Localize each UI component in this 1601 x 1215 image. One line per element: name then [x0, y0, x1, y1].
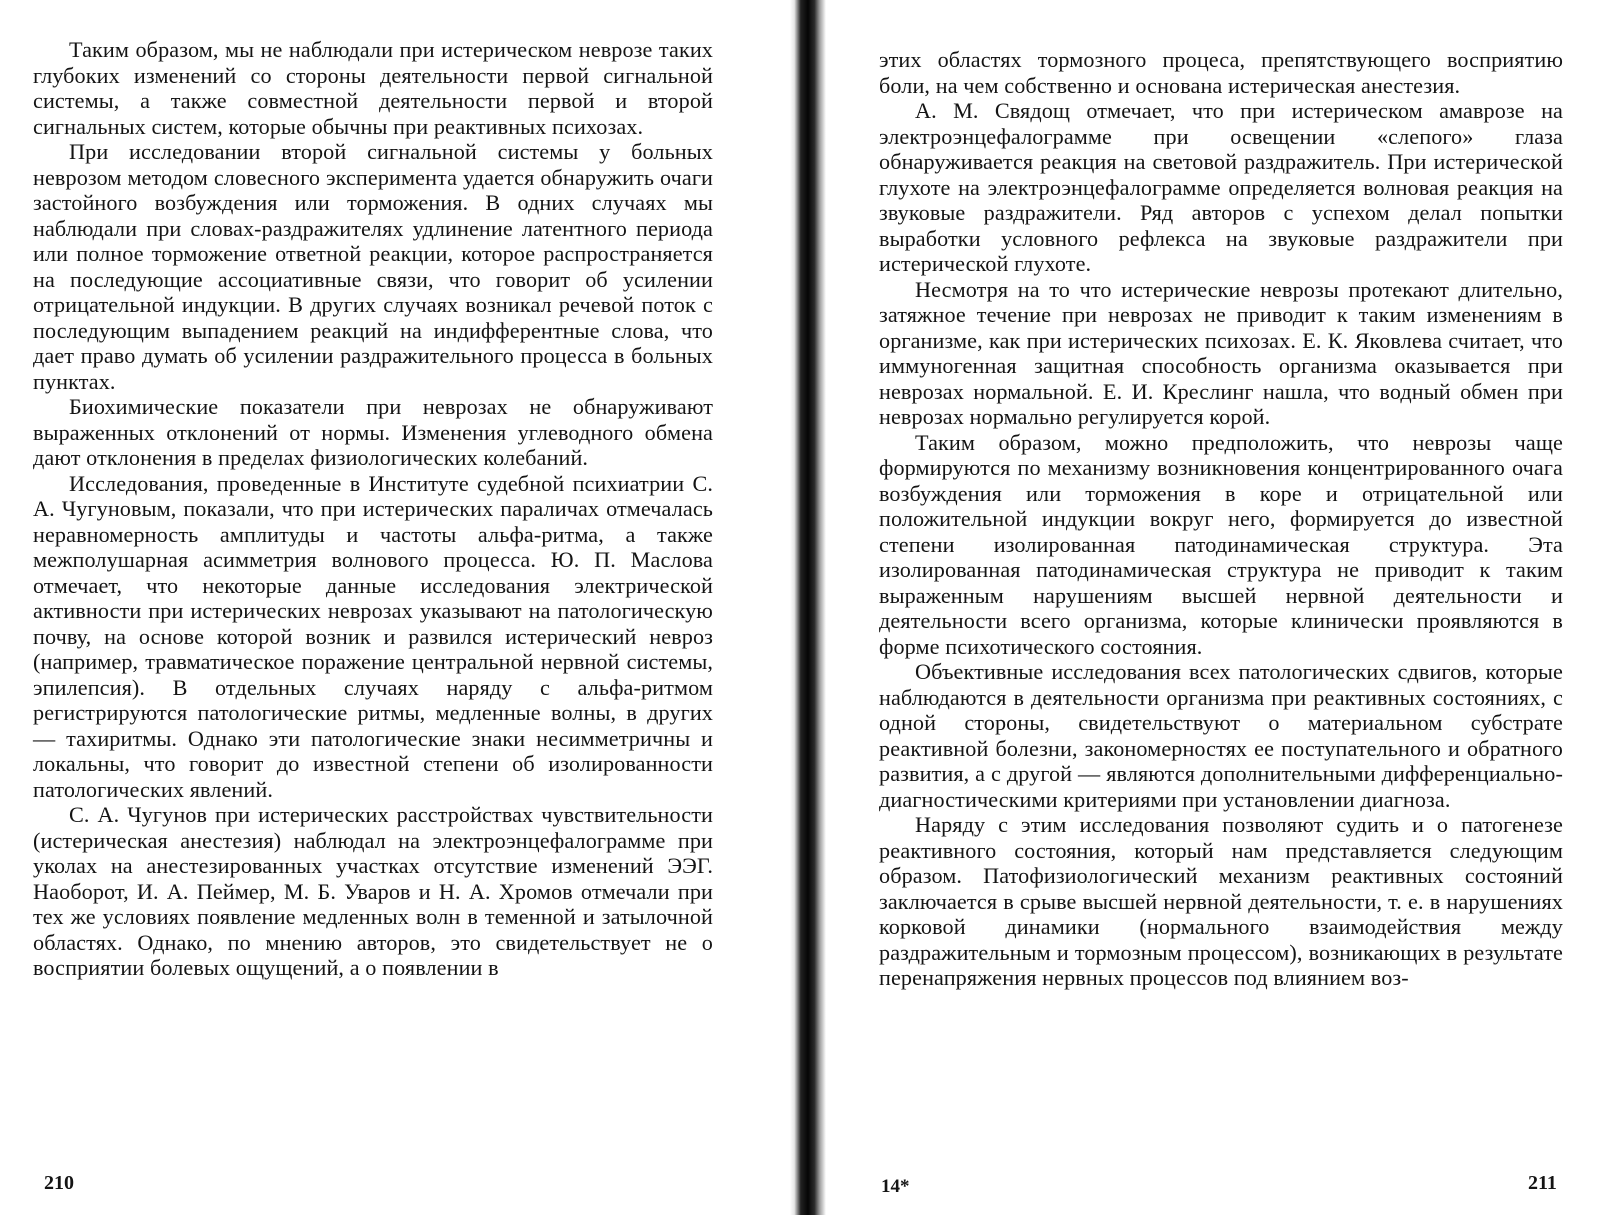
paragraph-continued: этих областях тормозного процеса, препятствующего восприятию боли, на чем собственно и основана истерическая анестезия. [879, 47, 1563, 98]
paragraph: С. А. Чугунов при истерических расстройствах чувствительности (истерическая анестезия) наблюдал на электроэнцефалограмме при уколах на анестезированных участках отсутствие изменений ЭЭГ. Наоборот, И. А. Пеймер, М. Б. Уваров и Н. А. Хромов отмечали при тех же условиях появление медленных волн в теменной и затылочной областях. Однако, по мнению авторов, это свидетельствует не о восприятии болевых ощущений, а о появлении в [33, 802, 713, 980]
paragraph: А. М. Свядощ отмечает, что при истерическом амаврозе на электроэнцефалограмме при освещении «слепого» глаза обнаруживается реакция на световой раздражитель. При истерической глухоте на электроэнцефалограмме определяется волновая реакция на звуковые раздражители. Ряд авторов с успехом делал попытки выработки условного рефлекса на звуковые раздражители при истерической глухоте. [879, 98, 1563, 276]
paragraph: Таким образом, можно предположить, что неврозы чаще формируются по механизму возникновения концентрированного очага возбуждения или торможения в коре и отрицательной или положительной индукции вокруг него, формируется до известной степени изолированная патодинамическая структура. Эта изолированная патодинамическая структура не приводит к таким выраженным нарушениям высшей нервной деятельности и деятельности всего организма, которые клинически проявляются в форме психотического состояния. [879, 429, 1563, 659]
right-page [806, 0, 1601, 1215]
paragraph: Объективные исследования всех патологических сдвигов, которые наблюдаются в деятельности организма при реактивных состояниях, с одной стороны, свидетельствуют о материальном субстрате реактивной болезни, закономерностях ее поступательного и обратного развития, а с другой — являются дополнительными дифференциально-диагностическими критериями при установлении диагноза. [879, 659, 1563, 812]
paragraph: При исследовании второй сигнальной системы у больных неврозом методом словесного эксперимента удается обнаружить очаги застойного возбуждения или торможения. В одних случаях мы наблюдали при словах-раздражителях удлинение латентного периода или полное торможение ответной реакции, которое распространяется на последующие ассоциативные связи, что говорит об усилении отрицательной индукции. В других случаях возникал речевой поток с последующим выпадением реакций на индифферентные слова, что дает право думать об усилении раздражительного процесса в больных пунктах. [33, 139, 713, 394]
left-page-text [33, 37, 713, 981]
left-page [0, 0, 790, 1215]
paragraph: Биохимические показатели при неврозах не обнаруживают выраженных отклонений от нормы. Изменения углеводного обмена дают отклонения в пределах физиологических колебаний. [33, 394, 713, 470]
paragraph: Таким образом, мы не наблюдали при истерическом неврозе таких глубоких изменений со стороны деятельности первой сигнальной системы, а также совместной деятельности первой и второй сигнальных систем, которые обычны при реактивных психозах. [33, 37, 713, 139]
page-number-left: 210 [44, 1172, 74, 1194]
right-page-text [879, 47, 1563, 991]
paragraph: Наряду с этим исследования позволяют судить и о патогенезе реактивного состояния, который нам представляется следующим образом. Патофизиологический механизм реактивных состояний заключается в срыве высшей нервной деятельности, т. е. в нарушениях корковой динамики (нормального взаимодействия между раздражительным и тормозным процессом), возникающих в результате перенапряжения нервных процессов под влиянием воз- [879, 812, 1563, 990]
page-number-right: 211 [1528, 1172, 1557, 1194]
paragraph: Исследования, проведенные в Институте судебной психиатрии С. А. Чугуновым, показали, что при истерических параличах отмечалась неравномерность амплитуды и частоты альфа-ритма, а также межполушарная асимметрия волнового процесса. Ю. П. Маслова отмечает, что некоторые данные исследования электрической активности при истерических неврозах указывают на патологическую почву, на основе которой возник и развился истерический невроз (например, травматическое поражение центральной нервной системы, эпилепсия). В отдельных случаях наряду с альфа-ритмом регистрируются патологические ритмы, медленные волны, в других — тахиритмы. Однако эти патологические знаки несимметричны и локальны, что говорит до известной степени об изолированности патологических явлений. [33, 470, 713, 802]
paragraph: Несмотря на то что истерические неврозы протекают длительно, затяжное течение при неврозах не приводит к таким изменениям в организме, как при истерических психозах. Е. К. Яковлева считает, что иммуногенная защитная способность организма оказывается при неврозах нормальной. Е. И. Креслинг нашла, что водный обмен при неврозах нормально регулируется корой. [879, 276, 1563, 429]
signature-mark: 14* [881, 1176, 910, 1197]
